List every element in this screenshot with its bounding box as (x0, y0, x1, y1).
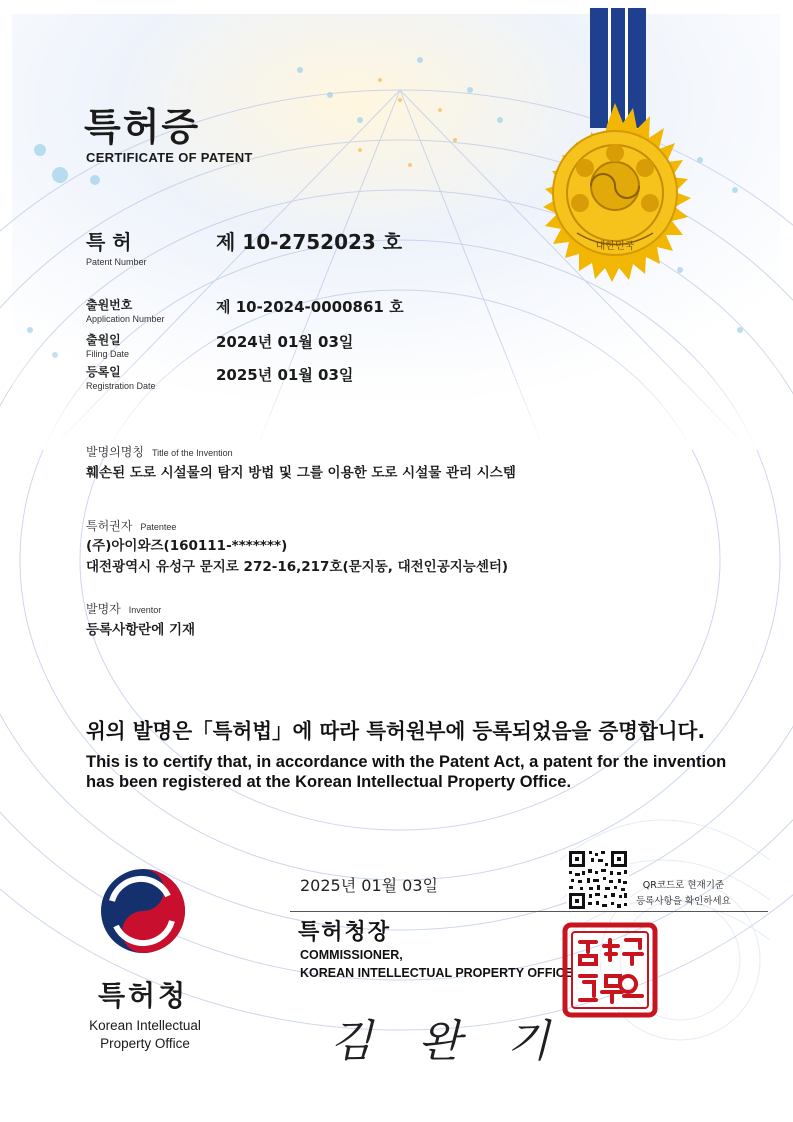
invention-title: 훼손된 도로 시설물의 탐지 방법 및 그를 이용한 도로 시설물 관리 시스템 (86, 465, 516, 481)
national-seal (515, 8, 725, 298)
filing-date-label: 출원일 (86, 333, 121, 347)
application-number-label: 출원번호 (86, 298, 133, 312)
filing-date-label-en: Filing Date (86, 349, 130, 359)
qr-note (636, 878, 731, 910)
inventor-label-en: Inventor (128, 605, 162, 615)
inventor-value: 등록사항란에 기재 (86, 622, 196, 638)
patent-number-label: 특 허 (86, 230, 132, 254)
registration-date-value: 2025년 01월 03일 (216, 366, 354, 384)
kipo-name-en-line1: Korean Intellectual (89, 1018, 201, 1033)
patentee-label-en: Patentee (140, 522, 177, 532)
application-number-value: 제 10-2024-0000861 호 (216, 298, 404, 316)
invention-label: 발명의명칭 (86, 445, 144, 459)
commissioner-title: 특허청장 (298, 920, 392, 945)
registration-date-label-en: Registration Date (86, 381, 156, 391)
official-stamp (562, 922, 658, 1018)
kipo-name-en (70, 1017, 220, 1053)
kipo-name-en-line2: Property Office (100, 1036, 190, 1051)
patent-number-value: 제 10-2752023 호 (216, 230, 403, 254)
commissioner-title-en-line2: KOREAN INTELLECTUAL PROPERTY OFFICE (300, 966, 574, 980)
certificate-title-en: CERTIFICATE OF PATENT (86, 150, 253, 165)
certification-statement-ko: 위의 발명은「특허법」에 따라 특허원부에 등록되었음을 증명합니다. (86, 719, 706, 743)
commissioner-title-en-line1: COMMISSIONER, (300, 948, 403, 962)
issue-date: 2025년 01월 03일 (300, 876, 438, 895)
qr-note-line2: 등록사항을 확인하세요 (636, 896, 731, 907)
inventor-label: 발명자 (86, 602, 121, 616)
qr-note-line1: QR코드로 현재기준 (642, 880, 725, 891)
commissioner-signature: 김 완 기 (330, 1016, 566, 1067)
patentee-label-row (86, 515, 176, 534)
registration-date-label: 등록일 (86, 365, 121, 379)
commissioner-title-en (300, 946, 573, 982)
signature-divider (290, 911, 768, 912)
certification-statement-en: This is to certify that, in accordance with the Patent Act, a patent for the invention has been registered at the Korean Intellectual Property Office. (86, 753, 727, 791)
filing-date-value: 2024년 01월 03일 (216, 333, 354, 351)
patent-number-label-en: Patent Number (86, 257, 147, 267)
patentee-name: (주)아이와즈(160111-*******) (86, 538, 288, 554)
certificate-title: 특허증 (84, 105, 201, 149)
invention-label-row (86, 441, 233, 460)
patentee-address: 대전광역시 유성구 문지로 272-16,217호(문지동, 대전인공지능센터) (86, 559, 509, 575)
kipo-name-ko: 특허청 (98, 979, 189, 1012)
qr-code[interactable] (567, 849, 629, 911)
inventor-label-row (86, 598, 161, 617)
invention-label-en: Title of the Invention (151, 448, 233, 458)
application-number-label-en: Application Number (86, 314, 165, 324)
svg-text:대한민국: 대한민국 (595, 241, 635, 252)
patentee-label: 특허권자 (86, 519, 133, 533)
kipo-logo-icon (98, 866, 188, 956)
